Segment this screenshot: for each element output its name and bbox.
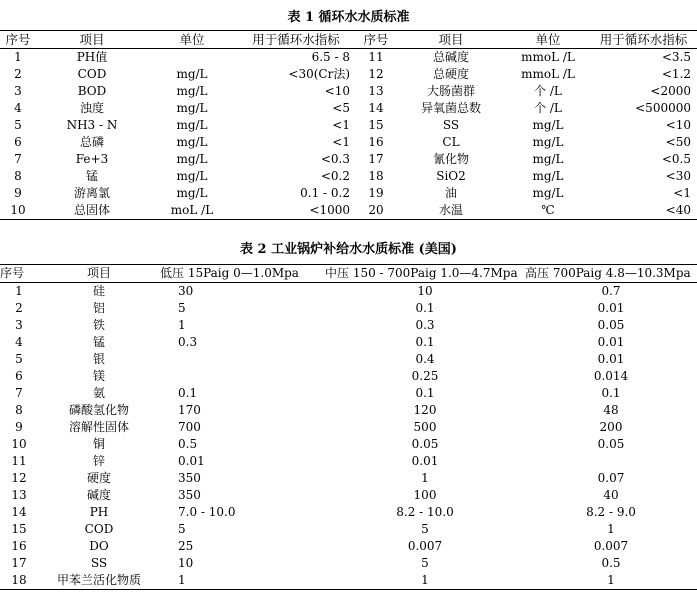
t2-low-cell: 1 (178, 318, 186, 332)
t1-unit-cell: mg/L (532, 152, 564, 166)
t2-high-cell: 0.7 (601, 284, 621, 298)
t2-no-cell: 17 (11, 556, 27, 570)
t2-high-cell: 0.05 (597, 437, 625, 451)
t1-unit-cell: mg/L (176, 118, 208, 132)
table-row (0, 185, 697, 202)
t2-low-cell: 5 (178, 522, 186, 536)
table-row (0, 66, 697, 83)
t1-item-cell: 水温 (438, 203, 463, 217)
t2-item-cell: 银 (92, 352, 105, 366)
table-row (0, 151, 697, 168)
t2-mid-cell: 0.25 (411, 369, 439, 383)
t1-unit-cell: mmoL /L (521, 50, 575, 64)
t1-index-cell: <0.3 (320, 152, 350, 166)
t1-no-cell: 14 (368, 101, 384, 115)
t2-high-cell: 200 (599, 420, 623, 434)
table-row (0, 538, 697, 555)
t2-item-cell: 镁 (92, 369, 105, 383)
t2-mid-cell: 8.2 - 10.0 (396, 505, 454, 519)
t2-item-cell: COD (84, 522, 114, 536)
t1-item-cell: 锰 (85, 169, 98, 183)
t2-item-cell: SS (90, 556, 108, 570)
table-row (0, 419, 697, 436)
t2-low-cell: 1 (178, 573, 186, 587)
t2-item-cell: 铜 (92, 437, 105, 451)
t1-index-cell: <500000 (635, 101, 691, 115)
table2-title: 表 2 工业锅炉补给水水质标准 (美国) (240, 242, 457, 257)
t2-mid-cell: 500 (413, 420, 437, 434)
t1-item-cell: 异氧菌总数 (420, 101, 481, 115)
t1-unit-cell: mg/L (176, 152, 208, 166)
t1-index-cell: 6.5 - 8 (311, 50, 350, 64)
table1-title: 表 1 循环水水质标准 (287, 10, 410, 25)
t2-mid-cell: 100 (413, 488, 437, 502)
t1-no-cell: 20 (368, 203, 384, 217)
t2-item-cell: 硬度 (86, 471, 111, 485)
t2-low-cell: 25 (178, 539, 194, 553)
t2-mid-cell: 1 (421, 573, 429, 587)
t1-no-cell: 19 (368, 186, 384, 200)
t1-no-cell: 3 (14, 84, 22, 98)
t2-high-cell: 0.01 (597, 301, 625, 315)
t2-high-cell: 0.007 (593, 539, 629, 553)
t2-mid-cell: 5 (421, 556, 429, 570)
t2-mid-cell: 1 (421, 471, 429, 485)
t1-item-cell: 总磷 (79, 135, 104, 149)
t1-unit-cell (148, 49, 236, 67)
t1-no-cell: 11 (368, 50, 384, 64)
table-row (0, 385, 697, 402)
t2-header-high: 高压 700Paig 4.8—10.3Mpa (525, 266, 691, 280)
t1-unit-cell: 个 /L (534, 101, 562, 115)
t2-no-cell: 11 (11, 454, 27, 468)
t2-mid-cell: 5 (421, 522, 429, 536)
t2-mid-cell: 0.007 (407, 539, 443, 553)
t1-index-cell: <0.2 (320, 169, 350, 183)
t2-high-cell: 1 (607, 522, 615, 536)
t1-unit-cell: mg/L (176, 135, 208, 149)
t2-no-cell: 13 (11, 488, 27, 502)
t1-item-cell: SS (442, 118, 460, 132)
t2-no-cell: 5 (15, 352, 23, 366)
t1-index-cell: <40 (665, 203, 691, 217)
t2-high-cell: 40 (603, 488, 619, 502)
t1-item-cell: COD (77, 67, 107, 81)
t1-no-cell: 9 (14, 186, 22, 200)
t2-item-cell: 甲苯兰活化物质 (56, 573, 141, 587)
t1-no-cell: 15 (368, 118, 384, 132)
t2-no-cell: 4 (15, 335, 23, 349)
t2-high-cell (525, 453, 697, 470)
t1-header-index-2: 用于循环水指标 (599, 32, 688, 47)
t1-item-cell: PH值 (76, 50, 108, 64)
t1-index-cell: <2000 (650, 84, 691, 98)
t2-low-cell: 5 (178, 301, 186, 315)
t2-low-cell (160, 368, 325, 385)
t1-unit-cell: mg/L (532, 135, 564, 149)
t2-mid-cell: 0.4 (415, 352, 435, 366)
t2-no-cell: 16 (11, 539, 27, 553)
t1-header-index-1: 用于循环水指标 (252, 32, 340, 47)
t1-item-cell: BOD (77, 84, 107, 98)
table-row (0, 521, 697, 538)
t1-index-cell: <5 (332, 101, 350, 115)
t2-no-cell: 9 (15, 420, 23, 434)
t2-item-cell: 铁 (92, 318, 105, 332)
t1-unit-cell: mg/L (176, 101, 208, 115)
t1-no-cell: 16 (368, 135, 384, 149)
t1-index-cell: <1 (332, 135, 350, 149)
t2-item-cell: 氨 (92, 386, 105, 400)
table-row (0, 555, 697, 572)
t1-no-cell: 7 (14, 152, 22, 166)
t2-item-cell: 硅 (92, 284, 105, 298)
t1-header-no-1: 序号 (5, 32, 31, 47)
t1-item-cell: 总碱度 (432, 50, 469, 64)
t2-no-cell: 15 (11, 522, 27, 536)
t1-item-cell: 大肠菌群 (426, 84, 475, 98)
t2-item-cell: DO (89, 539, 109, 553)
t2-high-cell: 8.2 - 9.0 (586, 505, 636, 519)
t2-low-cell: 0.3 (178, 335, 198, 349)
t1-no-cell: 1 (14, 50, 22, 64)
table-row (0, 572, 697, 590)
t1-item-cell: 氰化物 (432, 152, 469, 166)
table-row (0, 317, 697, 334)
water-quality-table-2 (0, 264, 697, 590)
t2-low-cell: 0.5 (178, 437, 198, 451)
t1-header-unit-2: 单位 (535, 32, 561, 47)
t2-mid-cell: 0.1 (415, 301, 435, 315)
t1-index-cell: <1 (673, 186, 691, 200)
t2-no-cell: 1 (15, 284, 23, 298)
table-row (0, 49, 697, 67)
t1-index-cell: <30 (665, 169, 691, 183)
t1-unit-cell: ℃ (541, 203, 555, 217)
t1-unit-cell: mg/L (176, 186, 208, 200)
t1-header-no-2: 序号 (363, 32, 389, 47)
t1-index-cell: <50 (665, 135, 691, 149)
t2-no-cell: 14 (11, 505, 27, 519)
t1-item-cell: NH3 - N (66, 118, 118, 132)
t1-no-cell: 17 (368, 152, 384, 166)
table-row (0, 470, 697, 487)
t2-mid-cell: 0.1 (415, 335, 435, 349)
table-row (0, 134, 697, 151)
t1-item-cell: 总硬度 (432, 67, 469, 81)
t2-high-cell: 0.05 (597, 318, 625, 332)
t2-item-cell: 碱度 (86, 488, 111, 502)
table-row (0, 300, 697, 317)
t2-item-cell: 铝 (92, 301, 105, 315)
t1-index-cell: <3.5 (661, 50, 691, 64)
t1-item-cell: 浊度 (79, 101, 104, 115)
t2-low-cell: 700 (178, 420, 201, 434)
table-row (0, 83, 697, 100)
t1-no-cell: 18 (368, 169, 384, 183)
t2-mid-cell: 10 (417, 284, 433, 298)
t2-item-cell: PH (89, 505, 109, 519)
t2-low-cell: 350 (178, 471, 201, 485)
t2-no-cell: 12 (11, 471, 27, 485)
t2-high-cell: 0.01 (597, 352, 625, 366)
table-row (0, 283, 697, 301)
t1-no-cell: 4 (14, 101, 22, 115)
t1-item-cell: Fe+3 (75, 152, 109, 166)
t1-item-cell: 游离氯 (73, 186, 110, 200)
t2-item-cell: 溶解性固体 (68, 420, 129, 434)
t2-no-cell: 7 (15, 386, 23, 400)
t2-header-low: 低压 15Paig 0—1.0Mpa (160, 266, 299, 280)
t1-unit-cell: mg/L (176, 84, 208, 98)
t2-header-item: 项目 (86, 266, 111, 280)
t1-item-cell: 总固体 (73, 203, 110, 217)
t2-header-mid: 中压 150 - 700Paig 1.0—4.7Mpa (325, 266, 518, 280)
t1-item-cell: CL (442, 135, 460, 149)
t2-item-cell: 锌 (92, 454, 105, 468)
t2-low-cell: 30 (178, 284, 194, 298)
table-row (0, 100, 697, 117)
t2-header-no: 序号 (0, 266, 25, 280)
t1-no-cell: 13 (368, 84, 384, 98)
t2-item-cell: 磷酸氢化物 (68, 403, 129, 417)
t1-unit-cell: moL /L (170, 203, 214, 217)
t2-low-cell: 170 (178, 403, 201, 417)
t2-item-cell: 锰 (92, 335, 105, 349)
t1-header-item-2: 项目 (438, 32, 464, 47)
t2-high-cell: 0.07 (597, 471, 625, 485)
t2-high-cell: 0.1 (601, 386, 621, 400)
t1-index-cell: <1000 (309, 203, 350, 217)
t1-no-cell: 10 (10, 203, 26, 217)
table-row (0, 202, 697, 220)
t2-high-cell: 0.5 (601, 556, 621, 570)
t1-index-cell: <30(Cr法) (288, 67, 350, 81)
t2-low-cell: 0.1 (178, 386, 198, 400)
table-row (0, 453, 697, 470)
t2-low-cell: 7.0 - 10.0 (178, 505, 236, 519)
t1-index-cell: <1.2 (661, 67, 691, 81)
table-row (0, 334, 697, 351)
t1-index-cell: <10 (665, 118, 691, 132)
t1-unit-cell: 个 /L (534, 84, 562, 98)
t1-unit-cell: mg/L (176, 67, 208, 81)
t2-high-cell: 0.01 (597, 335, 625, 349)
t1-header-unit-1: 单位 (179, 32, 205, 47)
t2-no-cell: 2 (15, 301, 23, 315)
t1-unit-cell: mg/L (532, 186, 564, 200)
t2-mid-cell: 0.3 (415, 318, 435, 332)
t2-no-cell: 6 (15, 369, 23, 383)
t1-item-cell: SiO2 (436, 169, 466, 183)
t1-index-cell: <0.5 (661, 152, 691, 166)
t1-index-cell: <1 (332, 118, 350, 132)
t1-index-cell: <10 (324, 84, 350, 98)
t2-mid-cell: 0.01 (411, 454, 439, 468)
t1-no-cell: 2 (14, 67, 22, 81)
t2-no-cell: 3 (15, 318, 23, 332)
t1-no-cell: 8 (14, 169, 22, 183)
t1-header-item-1: 项目 (79, 32, 105, 47)
t1-unit-cell: mg/L (176, 169, 208, 183)
table-row (0, 368, 697, 385)
t1-index-cell: 0.1 - 0.2 (300, 186, 350, 200)
table1-header-row (0, 31, 697, 49)
t2-high-cell: 0.014 (593, 369, 629, 383)
t2-high-cell: 1 (607, 573, 615, 587)
t2-high-cell: 48 (603, 403, 619, 417)
table-row (0, 117, 697, 134)
t1-no-cell: 5 (14, 118, 22, 132)
table-row (0, 351, 697, 368)
t2-mid-cell: 0.1 (415, 386, 435, 400)
t2-mid-cell: 0.05 (411, 437, 439, 451)
t2-low-cell: 10 (178, 556, 194, 570)
table-row (0, 168, 697, 185)
t2-low-cell (160, 351, 325, 368)
t1-no-cell: 12 (368, 67, 384, 81)
table-row (0, 402, 697, 419)
t2-no-cell: 8 (15, 403, 23, 417)
t1-item-cell: 油 (444, 186, 457, 200)
water-quality-table-1 (0, 30, 697, 220)
t1-unit-cell: mmoL /L (521, 67, 575, 81)
t1-no-cell: 6 (14, 135, 22, 149)
t2-no-cell: 18 (11, 573, 27, 587)
table-row (0, 504, 697, 521)
t1-unit-cell: mg/L (532, 169, 564, 183)
table-row (0, 436, 697, 453)
t2-low-cell: 0.01 (178, 454, 205, 468)
t2-mid-cell: 120 (413, 403, 437, 417)
table2-header-row (0, 265, 697, 283)
t2-low-cell: 350 (178, 488, 201, 502)
t1-unit-cell: mg/L (532, 118, 564, 132)
t2-no-cell: 10 (11, 437, 27, 451)
table-row (0, 487, 697, 504)
